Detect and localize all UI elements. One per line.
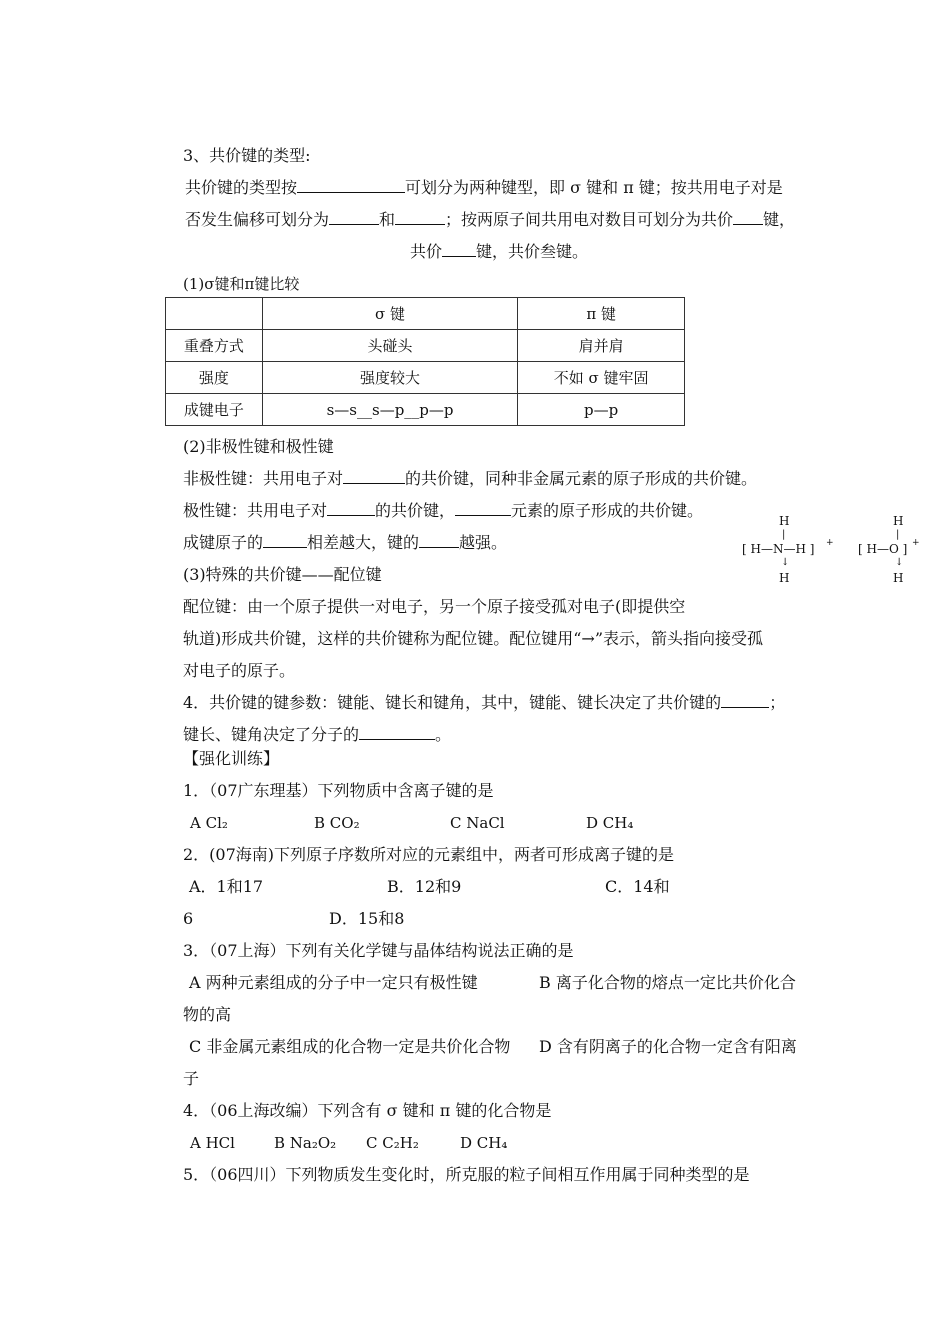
structure-atom: H <box>893 571 904 585</box>
fill-blank[interactable] <box>733 210 763 225</box>
coordinate-bond-text-2: 轨道)形成共价键，这样的共价键称为配位键。配位键用“→”表示，箭头指向接受孤 <box>183 629 764 648</box>
sub-2-title: (2)非极性键和极性键 <box>183 437 334 456</box>
bond-line: | <box>896 529 900 540</box>
question-3-options-cd <box>189 1037 797 1057</box>
text: 键长、键角决定了分子的 <box>183 725 360 744</box>
question-1-options <box>190 813 633 833</box>
text: 可划分为两种键型，即 σ 键和 π 键；按共用电子对是 <box>405 178 783 197</box>
fill-blank[interactable] <box>327 501 375 516</box>
option-b[interactable]: B CO₂ <box>314 814 360 832</box>
polar-bond-line <box>183 501 703 521</box>
coordinate-bond-text-3: 对电子的原子。 <box>183 661 296 680</box>
section-4-line-1 <box>183 693 785 713</box>
table-cell: 重叠方式 <box>166 330 263 362</box>
fill-blank[interactable] <box>395 210 445 225</box>
text: 键，共价叁键。 <box>476 242 589 261</box>
text: 。 <box>435 725 452 744</box>
question-5-stem: 5．（06四川）下列物质发生变化时，所克服的粒子间相互作用属于同种类型的是 <box>183 1165 750 1184</box>
sub-1-title: (1)σ键和π键比较 <box>183 275 300 293</box>
option-b[interactable]: B 离子化合物的熔点一定比共价化合 <box>539 973 796 992</box>
option-a[interactable]: A．1和17 <box>189 877 264 896</box>
down-arrow-icon: ↓ <box>895 557 904 568</box>
option-d[interactable]: D 含有阴离子的化合物一定含有阳离 <box>539 1037 797 1056</box>
sigma-pi-comparison-table <box>165 297 685 426</box>
text: 的共价键，同种非金属元素的原子形成的共价键。 <box>405 469 758 488</box>
text: 极性键：共用电子对 <box>183 501 328 520</box>
option-c[interactable]: C 非金属元素组成的化合物一定是共价化合物 <box>189 1037 511 1056</box>
table-row <box>166 394 685 426</box>
option-c[interactable]: C．14和 <box>605 877 670 896</box>
section-3-line-3 <box>410 242 588 262</box>
charge: + <box>826 538 834 548</box>
text: 共价 <box>410 242 443 261</box>
text: 的共价键， <box>375 501 456 520</box>
structure-atom: H <box>779 514 790 528</box>
coordinate-bond-text-1: 配位键：由一个原子提供一对电子，另一个原子接受孤对电子(即提供空 <box>183 597 686 616</box>
fill-blank[interactable] <box>419 533 459 548</box>
fill-blank[interactable] <box>343 469 405 484</box>
table-cell: 成键电子 <box>166 394 263 426</box>
question-2-stem: 2．(07海南)下列原子序数所对应的元素组中，两者可形成离子键的是 <box>183 845 675 864</box>
text: 越强。 <box>459 533 508 552</box>
structure-formula: [ H—N—H ] <box>742 542 815 556</box>
question-4-options <box>190 1133 507 1153</box>
text: 非极性键：共用电子对 <box>183 469 344 488</box>
sub-3-title: (3)特殊的共价键——配位键 <box>183 565 382 584</box>
question-3-option-b-cont: 物的高 <box>183 1005 232 1024</box>
question-3-options-ab <box>189 973 796 993</box>
structure-atom: H <box>779 571 790 585</box>
bond-line: | <box>782 529 786 540</box>
question-2-options <box>189 877 670 897</box>
fill-blank[interactable] <box>329 210 379 225</box>
option-a[interactable]: A HCl <box>190 1134 235 1152</box>
table-header-row <box>166 298 685 330</box>
table-cell: p—p <box>518 394 685 426</box>
text: 4．共价键的键参数：键能、键长和键角，其中，键能、键长决定了共价键的 <box>183 693 722 712</box>
section-3-line-1 <box>185 178 783 198</box>
option-a[interactable]: A Cl₂ <box>190 814 228 832</box>
table-cell: 头碰头 <box>262 330 518 362</box>
option-d[interactable]: D CH₄ <box>460 1134 508 1152</box>
text: 共价键的类型按 <box>185 178 298 197</box>
structure-formula: [ H—O ] <box>858 542 908 556</box>
option-a[interactable]: A 两种元素组成的分子中一定只有极性键 <box>189 973 478 992</box>
question-2-options-cont <box>183 909 404 929</box>
table-cell: s—s__s—p__p—p <box>262 394 518 426</box>
question-1-stem: 1．（07广东理基）下列物质中含离子键的是 <box>183 781 494 800</box>
structure-atom: H <box>893 514 904 528</box>
section-4-line-2 <box>183 725 451 745</box>
option-d[interactable]: D CH₄ <box>586 814 634 832</box>
fill-blank[interactable] <box>359 725 435 740</box>
table-header-cell <box>166 298 263 330</box>
section-3-line-2 <box>185 210 795 230</box>
fill-blank[interactable] <box>297 178 405 193</box>
option-c[interactable]: C NaCl <box>450 814 505 832</box>
text: 元素的原子形成的共价键。 <box>511 501 704 520</box>
nonpolar-bond-line <box>183 469 757 489</box>
fill-blank[interactable] <box>442 242 476 257</box>
text: 和 <box>379 210 396 229</box>
text: 成键原子的 <box>183 533 264 552</box>
section-3-heading: 3、共价键的类型: <box>183 146 311 165</box>
fill-blank[interactable] <box>455 501 511 516</box>
question-4-stem: 4．（06上海改编）下列含有 σ 键和 π 键的化合物是 <box>183 1101 552 1120</box>
table-row <box>166 362 685 394</box>
table-header-cell: π 键 <box>518 298 685 330</box>
question-3-stem: 3．（07上海）下列有关化学键与晶体结构说法正确的是 <box>183 941 574 960</box>
option-c-cont: 6 <box>183 909 194 928</box>
table-header-cell: σ 键 <box>262 298 518 330</box>
text: ； <box>769 693 786 712</box>
option-b[interactable]: B Na₂O₂ <box>274 1134 337 1152</box>
option-c[interactable]: C C₂H₂ <box>366 1134 419 1152</box>
electronegativity-line <box>183 533 507 553</box>
text: 相差越大，键的 <box>307 533 420 552</box>
option-b[interactable]: B．12和9 <box>387 877 462 896</box>
option-d[interactable]: D．15和8 <box>329 909 405 928</box>
text: 否发生偏移可划分为 <box>185 210 330 229</box>
table-cell: 强度较大 <box>262 362 518 394</box>
fill-blank[interactable] <box>263 533 307 548</box>
practice-heading: 【强化训练】 <box>183 749 280 768</box>
text: ；按两原子间共用电对数目可划分为共价 <box>445 210 734 229</box>
question-3-option-d-cont: 子 <box>183 1069 200 1088</box>
fill-blank[interactable] <box>721 693 769 708</box>
table-cell: 不如 σ 键牢固 <box>518 362 685 394</box>
charge: + <box>912 538 920 548</box>
text: 键， <box>763 210 796 229</box>
table-cell: 肩并肩 <box>518 330 685 362</box>
table-row <box>166 330 685 362</box>
down-arrow-icon: ↓ <box>781 557 790 568</box>
table-cell: 强度 <box>166 362 263 394</box>
